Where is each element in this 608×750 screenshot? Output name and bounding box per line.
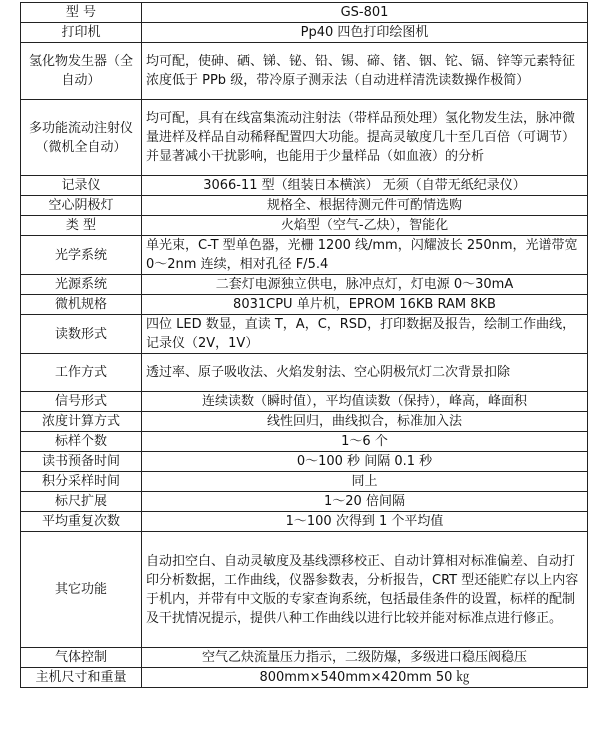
spec-value: 空气乙炔流量压力指示，二级防爆，多级进口稳压阀稳压 — [142, 648, 588, 668]
spec-label: 记录仪 — [21, 176, 142, 196]
spec-value: 自动扣空白、自动灵敏度及基线漂移校正、自动计算相对标准偏差、自动打印分析数据，工作曲线，仪器参数表，分析报告，CRT 型还能贮存以上内容于机内，并带有中文版的专家查询系统，包括最佳条件的设置，标样的配制及干扰情况提示，提供八种工作曲线以进行比较并能对标准点进行修正。 — [142, 532, 588, 648]
spec-value: GS-801 — [142, 3, 588, 23]
spec-label: 微机规格 — [21, 295, 142, 315]
spec-label: 读数形式 — [21, 315, 142, 354]
spec-label: 空心阴极灯 — [21, 196, 142, 216]
spec-row — [21, 452, 588, 472]
spec-label: 打印机 — [21, 23, 142, 43]
spec-label: 型 号 — [21, 3, 142, 23]
spec-label: 平均重复次数 — [21, 512, 142, 532]
spec-value: 同上 — [142, 472, 588, 492]
spec-value: 线性回归，曲线拟合，标准加入法 — [142, 412, 588, 432]
spec-row — [21, 472, 588, 492]
spec-label: 类 型 — [21, 216, 142, 236]
spec-row — [21, 532, 588, 648]
spec-value: 规格全、根据待测元件可酌情选购 — [142, 196, 588, 216]
spec-row — [21, 354, 588, 392]
spec-row — [21, 392, 588, 412]
spec-label: 信号形式 — [21, 392, 142, 412]
spec-row — [21, 196, 588, 216]
spec-value: 3066-11 型（组装日本横滨） 无须（自带无纸纪录仪） — [142, 176, 588, 196]
spec-value: 1～6 个 — [142, 432, 588, 452]
spec-table-body — [21, 3, 588, 688]
spec-label: 光学系统 — [21, 236, 142, 275]
spec-label: 积分采样时间 — [21, 472, 142, 492]
spec-row — [21, 432, 588, 452]
spec-label: 多功能流动注射仪（微机全自动） — [21, 100, 142, 176]
spec-row — [21, 412, 588, 432]
spec-value: 四位 LED 数显，直读 T，A，C，RSD，打印数据及报告，绘制工作曲线，记录仪（2V，1V） — [142, 315, 588, 354]
spec-label: 工作方式 — [21, 354, 142, 392]
spec-table — [20, 2, 588, 688]
spec-row — [21, 100, 588, 176]
spec-value: 8031CPU 单片机，EPROM 16KB RAM 8KB — [142, 295, 588, 315]
spec-label: 浓度计算方式 — [21, 412, 142, 432]
spec-row — [21, 216, 588, 236]
spec-value: 二套灯电源独立供电，脉冲点灯，灯电源 0～30mA — [142, 275, 588, 295]
spec-row — [21, 648, 588, 668]
spec-value: 800mm×540mm×420mm 50 ㎏ — [142, 668, 588, 688]
spec-value: 均可配，具有在线富集流动注射法（带样品预处理）氢化物发生法，脉冲微量进样及样品自动稀释配置四大功能。提高灵敏度几十至几百倍（可调节）并显著减小干扰影响，也能用于少量样品（如血液）的分析 — [142, 100, 588, 176]
spec-row — [21, 315, 588, 354]
spec-row — [21, 176, 588, 196]
spec-value: 均可配，使砷、硒、锑、铋、铅、锡、碲、锗、铟、铊、镉、锌等元素特征浓度低于 PPb 级，带冷原子测汞法（自动进样清洗读数操作极简） — [142, 43, 588, 100]
spec-label: 其它功能 — [21, 532, 142, 648]
spec-value: 单光束，C-T 型单色器，光栅 1200 线/mm，闪耀波长 250nm，光谱带宽 0～2nm 连续，相对孔径 F/5.4 — [142, 236, 588, 275]
spec-label: 读书预备时间 — [21, 452, 142, 472]
spec-label: 标样个数 — [21, 432, 142, 452]
spec-label: 气体控制 — [21, 648, 142, 668]
spec-row — [21, 668, 588, 688]
spec-value: 透过率、原子吸收法、火焰发射法、空心阴极氘灯二次背景扣除 — [142, 354, 588, 392]
spec-value: Pp40 四色打印绘图机 — [142, 23, 588, 43]
spec-row — [21, 236, 588, 275]
spec-value: 1～20 倍间隔 — [142, 492, 588, 512]
spec-row — [21, 512, 588, 532]
spec-value: 0～100 秒 间隔 0.1 秒 — [142, 452, 588, 472]
spec-value: 连续读数（瞬时值），平均值读数（保持），峰高，峰面积 — [142, 392, 588, 412]
spec-label: 主机尺寸和重量 — [21, 668, 142, 688]
spec-label: 光源系统 — [21, 275, 142, 295]
spec-row — [21, 23, 588, 43]
spec-label: 氢化物发生器（全自动） — [21, 43, 142, 100]
spec-row — [21, 275, 588, 295]
spec-row — [21, 295, 588, 315]
spec-row — [21, 43, 588, 100]
spec-row — [21, 492, 588, 512]
spec-label: 标尺扩展 — [21, 492, 142, 512]
spec-value: 火焰型（空气-乙炔），智能化 — [142, 216, 588, 236]
spec-row — [21, 3, 588, 23]
spec-value: 1～100 次得到 1 个平均值 — [142, 512, 588, 532]
